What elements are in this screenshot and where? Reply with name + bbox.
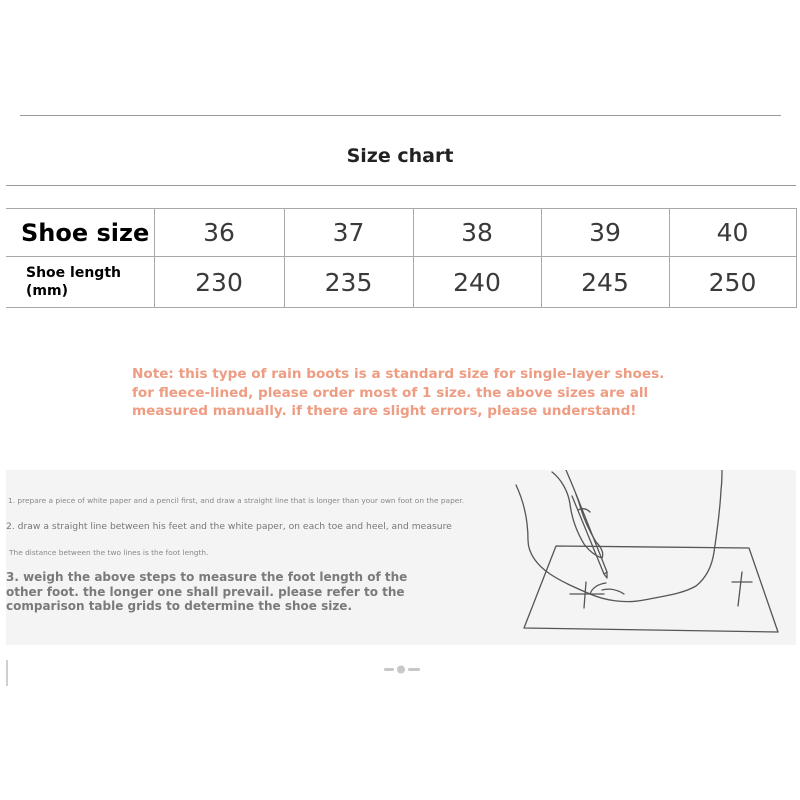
measuring-instructions bbox=[6, 470, 796, 645]
edge-mark bbox=[6, 660, 8, 686]
step-2-text: 2. draw a straight line between his feet and the white paper, on each toe and heel, and measure bbox=[6, 521, 452, 532]
size-cell: 40 bbox=[669, 209, 796, 257]
size-cell: 39 bbox=[541, 209, 669, 257]
note-line: for fleece-lined, please order most of 1 size. the above sizes are all bbox=[132, 384, 649, 401]
length-cell: 245 bbox=[541, 257, 669, 308]
size-cell: 36 bbox=[154, 209, 284, 257]
step-2-note: The distance between the two lines is the foot length. bbox=[9, 548, 209, 557]
shoe-length-header: Shoe length (mm) bbox=[6, 257, 154, 308]
size-cell: 37 bbox=[284, 209, 413, 257]
note-line: Note: this type of rain boots is a standard size for single-layer shoes. bbox=[132, 366, 665, 382]
page-title: Size chart bbox=[346, 145, 454, 167]
size-cell: 38 bbox=[413, 209, 541, 257]
shoe-size-header: Shoe size bbox=[6, 209, 154, 257]
table-row bbox=[6, 209, 796, 257]
foot-measuring-illustration bbox=[506, 470, 796, 645]
table-row bbox=[6, 257, 796, 308]
title-rule bbox=[6, 185, 796, 186]
sizing-note bbox=[132, 365, 692, 421]
length-cell: 235 bbox=[284, 257, 413, 308]
step-1-text: 1. prepare a piece of white paper and a pencil first, and draw a straight line that is longer than your own foot on the paper. bbox=[8, 496, 465, 505]
note-line: measured manually. if there are slight errors, please understand! bbox=[132, 403, 637, 419]
size-table bbox=[6, 208, 797, 308]
top-rule bbox=[20, 115, 781, 116]
length-cell: 240 bbox=[413, 257, 541, 308]
length-cell: 250 bbox=[669, 257, 796, 308]
length-cell: 230 bbox=[154, 257, 284, 308]
step-3-text: 3. weigh the above steps to measure the foot length of the other foot. the longer one shall prevail. please refer to the comparison table grids to determine the shoe size. bbox=[6, 570, 408, 613]
carousel-dots-icon[interactable] bbox=[384, 664, 424, 676]
